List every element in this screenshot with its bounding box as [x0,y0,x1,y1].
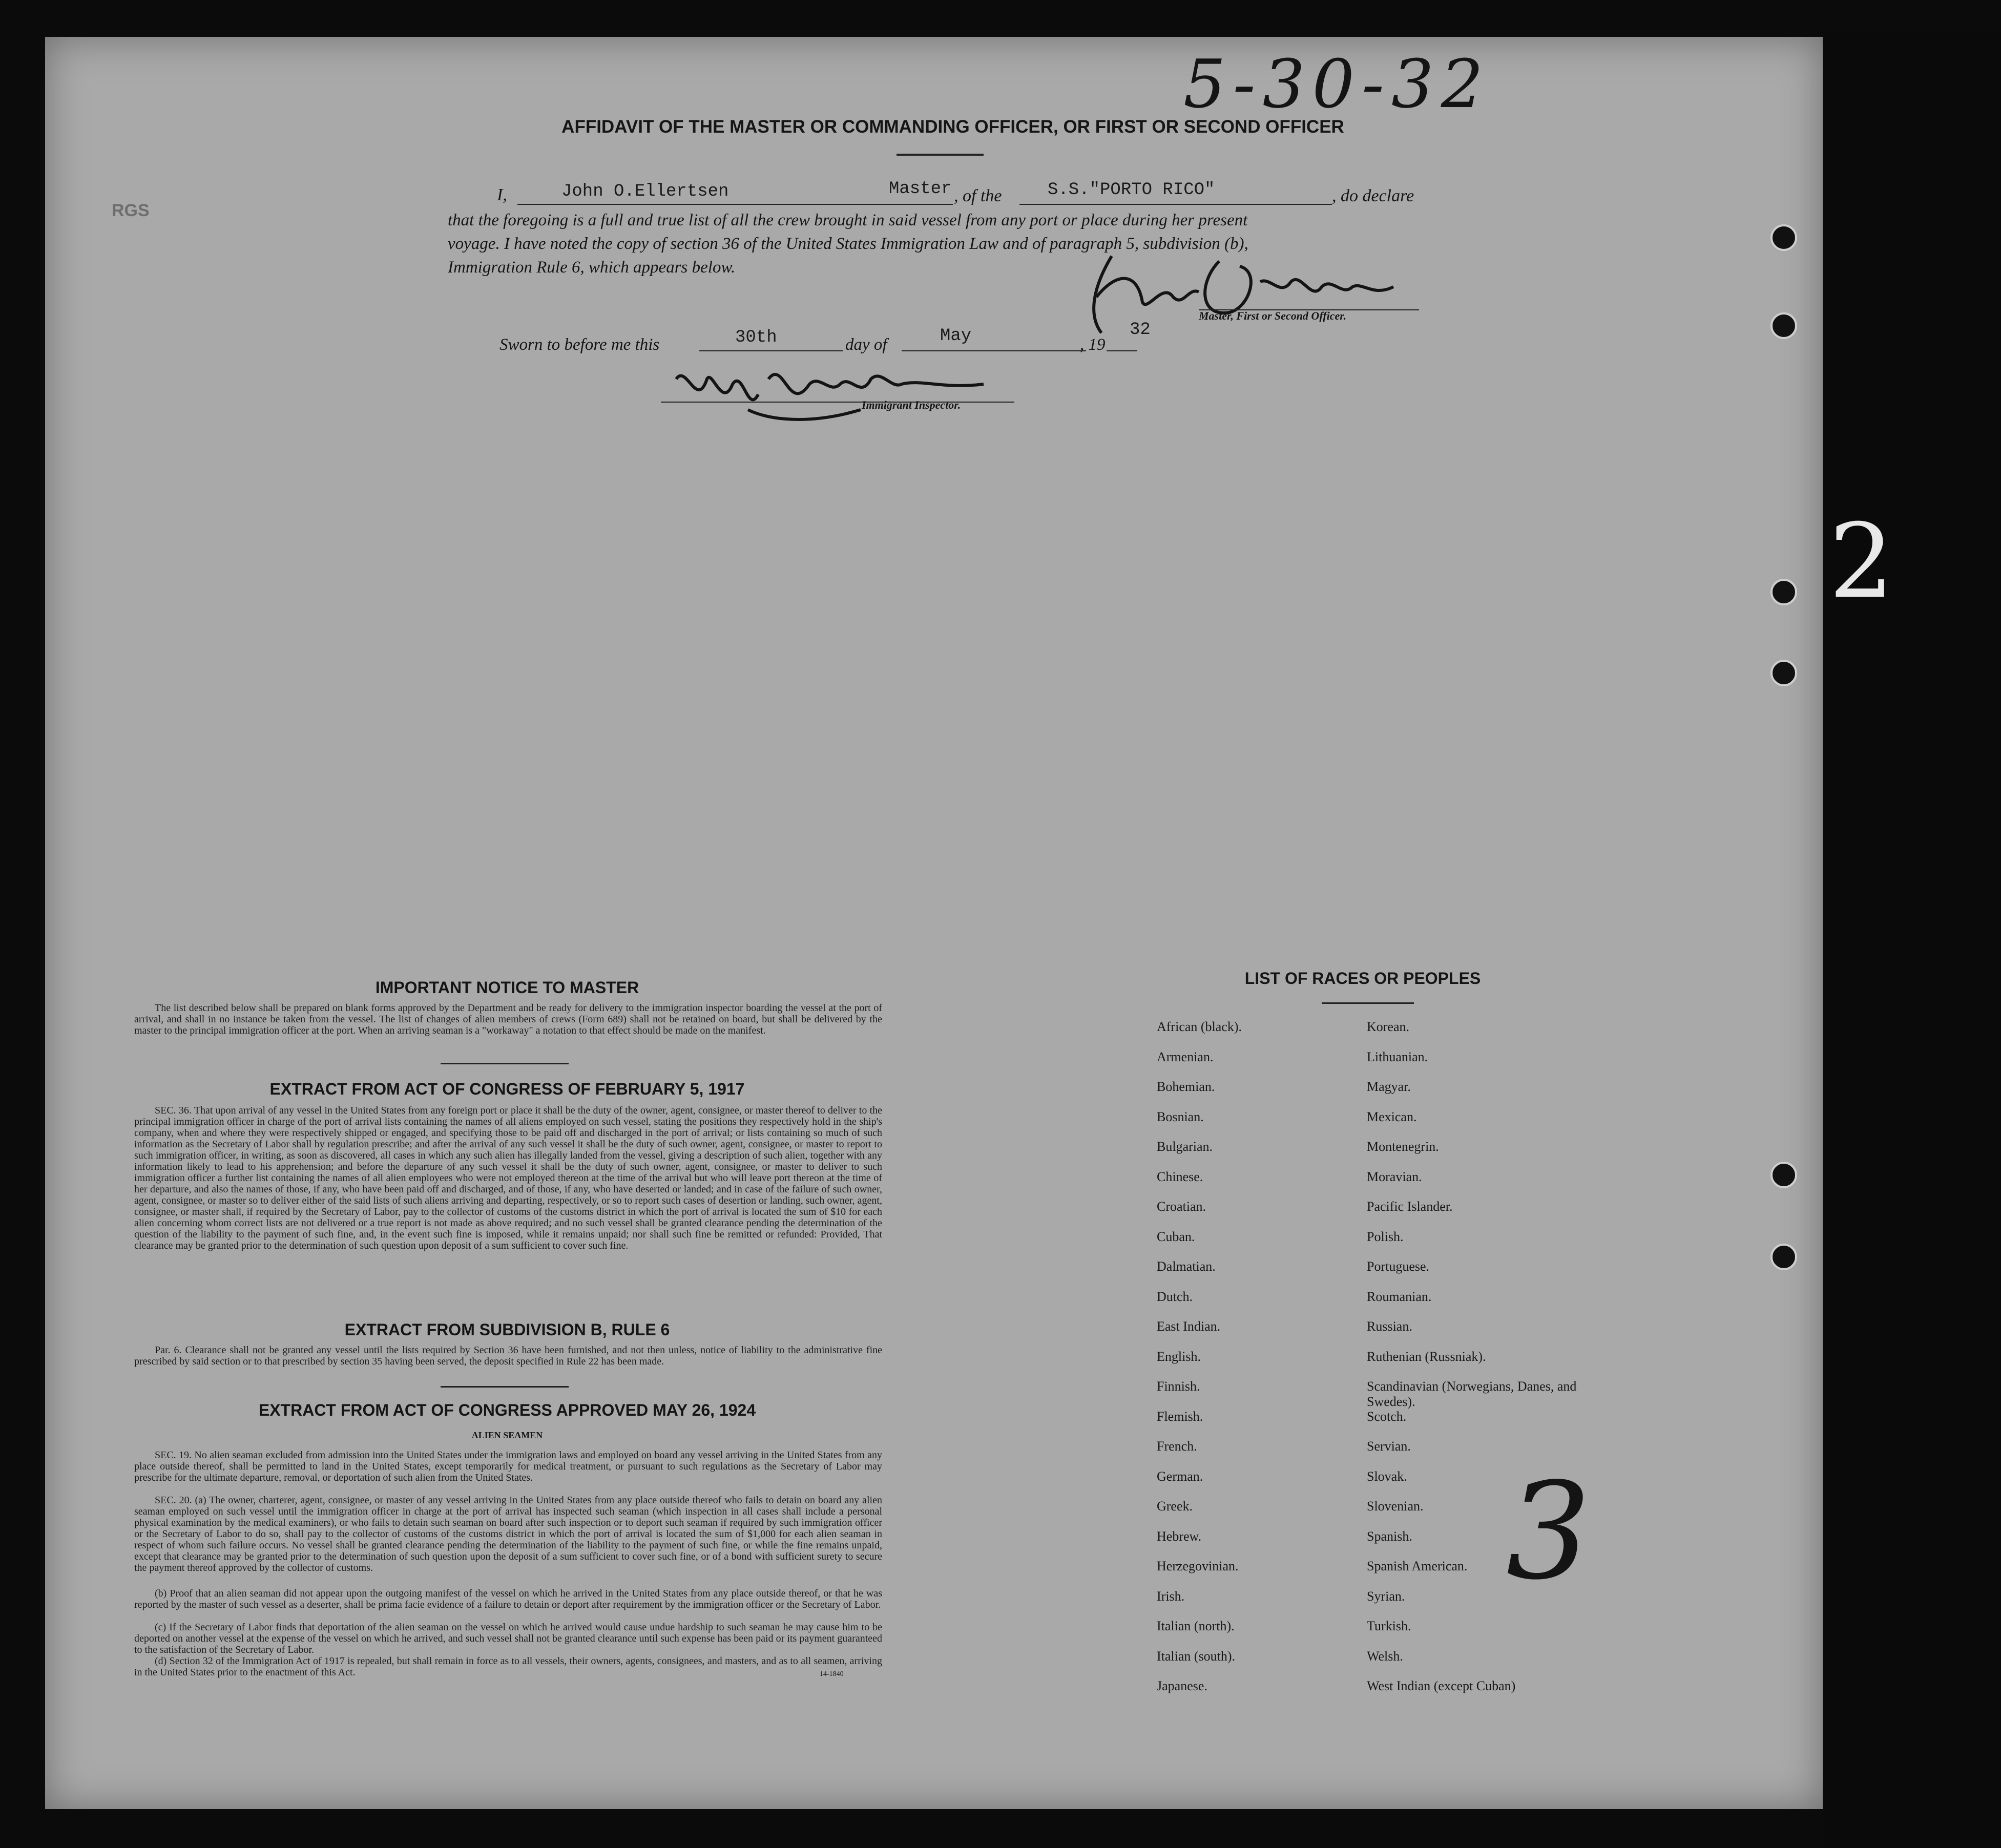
title-rule [897,154,984,156]
race-item: Italian (south). [1157,1648,1236,1664]
race-item: Turkish. [1367,1619,1411,1633]
race-item: Korean. [1367,1019,1410,1034]
races-title: LIST OF RACES OR PEOPLES [1244,969,1481,988]
extract-1924-title: EXTRACT FROM ACT OF CONGRESS APPROVED MAY 26, 1924 [258,1401,756,1419]
handwritten-number: 3 [1506,1455,1591,1609]
punch-hole [1770,312,1797,339]
punch-hole [1770,1244,1797,1270]
year-prefix: , 19 [1080,335,1106,354]
race-item: English. [1157,1349,1201,1364]
race-item: German. [1157,1468,1203,1484]
extract-1924-p5: (d) Section 32 of the Immigration Act of 1917 is repealed, but shall remain in force as to all vessels, their owners, agents, consignees, and masters, and as to all seamen, arriving in the United States prior to the enactment of this Act. [134,1655,882,1678]
races-column-1 [1157,1019,1331,1709]
punch-hole [1770,660,1797,686]
of-the-label: , of the [954,186,1002,205]
adjacent-page-number: 2 [1829,502,1894,621]
master-caption: Master, First or Second Officer. [1199,309,1347,322]
race-item: Mexican. [1367,1109,1417,1124]
notice-text: The list described below shall be prepared on blank forms approved by the Department and be ready for delivery to the immigration inspector boarding the vessel at the port of arrival, and shall in no instance be taken from the vessel. The list of changes of alien members of crews (Form 689) shall not be retained on board, but shall be delivered by the master to the principal immigration officer at the port. When an arriving seaman is a "workaway" a notation to that effect should be made on the manifest. [134,1002,882,1036]
master-signature [1066,241,1434,343]
race-item: African (black). [1157,1019,1242,1034]
sworn-label: Sworn to before me this [499,335,660,354]
race-item: Welsh. [1367,1648,1403,1664]
punch-hole [1770,224,1797,251]
race-item: Dalmatian. [1157,1259,1216,1274]
master-rank: Master [889,179,952,199]
extract-1917-text: SEC. 36. That upon arrival of any vessel in the United States from any foreign port or place it shall be the duty of the owner, agent, consignee, or master thereof to deliver to the principal immigration officer in charge of the port of arrival lists containing the names of all aliens employed on such vessel, stating the positions they respectively hold in the ship's company, when and where they were respectively shipped or engaged, and specifying those to be paid off and discharged in the port of arrival; or lists containing so much of such information as the Secretary of Labor shall by regulation prescribe; and after the arrival of any such vessel it shall be the duty of such owner, agent, consignee, or master to report to such immigration officer, in writing, as soon as discovered, all cases in which any such alien has illegally landed from the vessel, giving a description of such alien, together with any information likely to lead to his apprehension; and before the departure of any such vessel it shall be the duty of such owner, agent, consignee, or master to deliver to such immigration officer a further list containing the names of all alien employees who were not employed thereon at the time of the arrival but who will leave port thereon at the time of her departure, and also the names of those, if any, who have been paid off and discharged, and of those, if any, who have deserted or landed; and in case of the failure of such owner, agent, consignee, or master so to deliver either of the said lists of such aliens arriving and departing, respectively, or so to report such cases of desertion or landing, such owner, agent, consignee, or master shall, if required by the Secretary of Labor, pay to the collector of customs of the customs district in which the port of arrival is located the sum of $10 for each alien concerning whom correct lists are not delivered or a true report is not made as above required; and no such vessel shall be granted clearance pending the determination of the question of the liability to the payment of such fine, and, in the event such fine is imposed, while it remains unpaid; nor shall such fine be remitted or refunded: Provided, That clearance may be granted prior to the determination of such question upon deposit of a sum sufficient to cover such fine. [134,1105,882,1251]
race-item: Bosnian. [1157,1109,1204,1124]
inspector-caption: Immigrant Inspector. [862,398,961,411]
year-underline [1107,350,1137,351]
affidavit-line-2: that the foregoing is a full and true list of all the crew brought in said vessel from any port or place during her present [448,211,1248,229]
race-item: Roumanian. [1367,1289,1432,1304]
extract-1924-p2: SEC. 20. (a) The owner, charterer, agent, consignee, or master of any vessel arriving in the United States from any place outside thereof who fails to detain on board any alien seaman employed on such vessel until the immigration officer in charge at the port of arrival has inspected such seaman (which inspection in all cases shall include a personal physical examination by the medical examiners), or who fails to detain such seaman on board after such inspection or to deport such seaman if required by such immigration officer or the Secretary of Labor to do so, shall pay to the collector of customs of the customs district in which the port of arrival is located the sum of $1,000 for each alien seaman in respect of whom such failure occurs. No vessel shall be granted clearance pending the determination of the liability to the payment of such fine, or while the fine remains unpaid, except that clearance may be granted prior to the determination of such question upon the deposit of a sum sufficient to cover such fine, or of a bond with sufficient surety to secure the payment thereof approved by the collector of customs. [134,1495,882,1573]
faint-stamp: RGS [112,201,150,220]
race-item: Greek. [1157,1499,1193,1514]
race-item: Spanish American. [1367,1559,1468,1573]
handwritten-date: 5-30-32 [1183,45,1491,123]
sworn-year: 32 [1130,320,1151,340]
race-item: Bohemian. [1157,1079,1215,1094]
race-item: Syrian. [1367,1588,1405,1604]
race-item: Hebrew. [1157,1528,1202,1544]
punch-hole [1770,1162,1797,1188]
race-item: Ruthenian (Russniak). [1367,1349,1486,1364]
alien-seamen-subtitle: ALIEN SEAMEN [471,1430,543,1440]
race-item: Scandinavian (Norwegians, Danes, and Swedes). [1367,1379,1577,1409]
affidavit-line-3: voyage. I have noted the copy of section 36 of the United States Immigration Law and of paragraph 5, subdivision (b), [448,235,1248,253]
race-item: Montenegrin. [1367,1139,1439,1154]
extract-1924-p3: (b) Proof that an alien seaman did not appear upon the outgoing manifest of the vessel on which he arrived in the United States from any place outside thereof, or that he was reported by the master of such vessel as a deserter, shall be prima facie evidence of a failure to detain or deport after requirement by the immigration officer or the Secretary of Labor. [134,1588,882,1610]
punch-hole [1770,579,1797,605]
race-item: Slovak. [1367,1468,1407,1484]
race-item: Bulgarian. [1157,1139,1213,1154]
race-item: Flemish. [1157,1409,1203,1424]
race-item: Cuban. [1157,1229,1195,1244]
sworn-day: 30th [735,328,777,347]
races-rule [1322,1002,1414,1004]
sworn-month: May [940,326,972,346]
extract-1917-title: EXTRACT FROM ACT OF CONGRESS OF FEBRUARY 5, 1917 [269,1080,745,1098]
race-item: Lithuanian. [1367,1049,1428,1064]
notice-rule [441,1063,569,1064]
race-item: Croatian. [1157,1199,1206,1214]
race-item: Slovenian. [1367,1499,1424,1514]
race-item: West Indian (except Cuban) [1367,1678,1516,1693]
race-item: Finnish. [1157,1379,1200,1394]
master-name: John O.Ellertsen [561,182,729,201]
race-item: Dutch. [1157,1289,1193,1304]
race-item: Pacific Islander. [1367,1199,1453,1214]
extract-rule6-text: Par. 6. Clearance shall not be granted any vessel until the lists required by Section 36 have been furnished, and not then unless, notice of liability to the administrative fine prescribed by said section or to that prescribed by section 35 having been served, the deposit specified in Rule 22 has been made. [134,1345,882,1367]
extract-1924-p4: (c) If the Secretary of Labor finds that deportation of the alien seaman on the vessel on which he arrived would cause undue hardship to such seaman he may cause him to be deported on another vessel at the expense of the vessel on which he arrived, and such vessel shall not be granted clearance until such expense has been paid or its payment guaranteed to the satisfaction of the Secretary of Labor. [134,1622,882,1655]
inspector-line [661,402,1014,403]
race-item: Irish. [1157,1588,1185,1604]
race-item: Magyar. [1367,1079,1411,1094]
extract-rule6-title: EXTRACT FROM SUBDIVISION B, RULE 6 [344,1320,670,1339]
race-item: Italian (north). [1157,1619,1235,1633]
affidavit-line-4: Immigration Rule 6, which appears below. [448,258,736,277]
race-item: Servian. [1367,1439,1411,1454]
name-underline [517,204,953,205]
race-item: Russian. [1367,1319,1412,1334]
rule6-rule [441,1386,569,1388]
race-item: Portuguese. [1367,1259,1430,1274]
adjacent-page [1823,31,2001,1848]
race-item: Chinese. [1157,1169,1203,1184]
do-declare-label: , do declare [1332,186,1414,205]
affidavit-title: AFFIDAVIT OF THE MASTER OR COMMANDING OFFICER, OR FIRST OR SECOND OFFICER [561,117,1344,137]
race-item: Herzegovinian. [1157,1559,1239,1573]
extract-1924-p1: SEC. 19. No alien seaman excluded from admission into the United States under the immigration laws and employed on board any vessel arriving in the United States from any place outside thereof, shall be permitted to land in the United States, except temporarily for medical treatment, or pursuant to such regulations as the Secretary of Labor may prescribe for the ultimate departure, removal, or deportation of such alien from the United States. [134,1450,882,1483]
race-item: Moravian. [1367,1169,1422,1184]
form-number: 14-1840 [820,1670,844,1678]
vessel-name: S.S."PORTO RICO" [1048,180,1215,200]
i-label: I, [497,185,507,204]
race-item: Spanish. [1367,1528,1412,1544]
inspector-signature [656,348,1004,430]
race-item: Japanese. [1157,1678,1207,1693]
notice-title: IMPORTANT NOTICE TO MASTER [375,978,639,997]
race-item: Armenian. [1157,1049,1214,1064]
day-of-label: day of [845,335,887,354]
race-item: French. [1157,1439,1197,1454]
vessel-underline [1019,204,1332,205]
race-item: Scotch. [1367,1409,1407,1424]
race-item: Polish. [1367,1229,1404,1244]
race-item: East Indian. [1157,1319,1221,1334]
